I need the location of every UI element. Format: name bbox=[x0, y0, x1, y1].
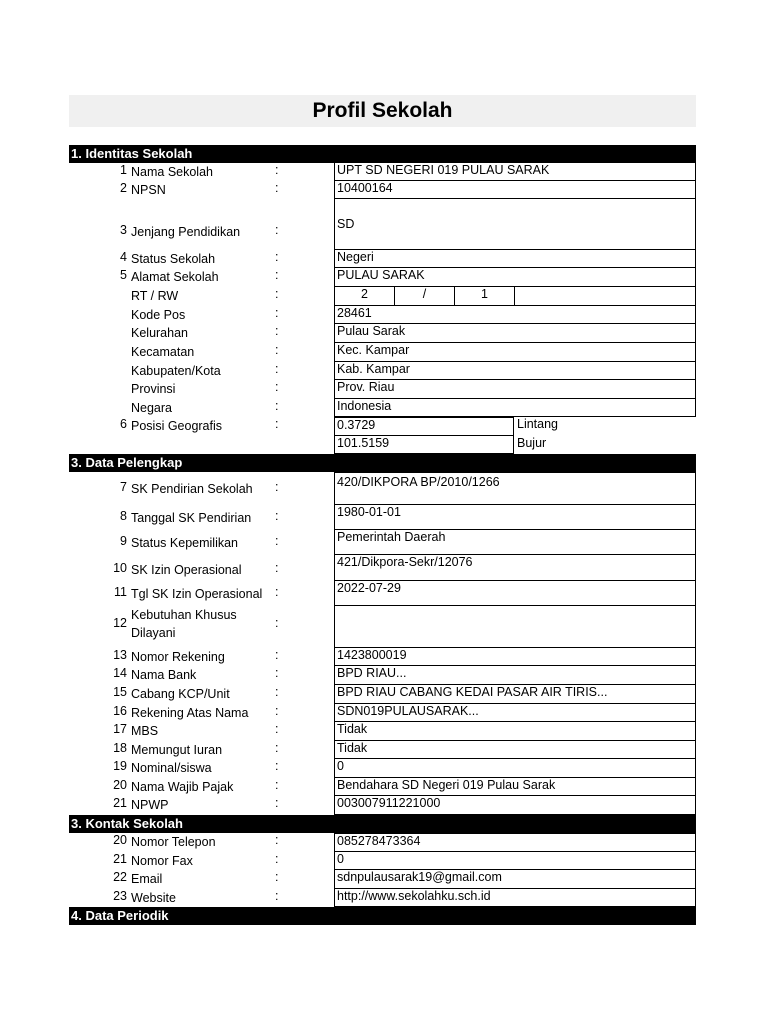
field-label: Cabang KCP/Unit bbox=[131, 687, 230, 701]
field-label: Negara bbox=[131, 401, 172, 415]
colon: : bbox=[275, 870, 279, 884]
page-title: Profil Sekolah bbox=[69, 95, 696, 127]
table-row bbox=[69, 666, 696, 685]
field-value: Prov. Riau bbox=[334, 380, 696, 399]
colon: : bbox=[275, 741, 279, 755]
field-value: 1980-01-01 bbox=[334, 505, 696, 530]
table-row bbox=[69, 889, 696, 907]
kontak-list bbox=[69, 833, 696, 907]
field-value: 003007911221000 bbox=[334, 796, 696, 815]
field-value bbox=[334, 606, 696, 648]
row-number: 10 bbox=[113, 561, 127, 575]
field-value: Tidak bbox=[334, 722, 696, 741]
row-number: 20 bbox=[113, 778, 127, 792]
section-header-periodik: 4. Data Periodik bbox=[69, 907, 696, 925]
row-number: 2 bbox=[120, 181, 127, 195]
bujur-value: 101.5159 bbox=[334, 436, 514, 454]
field-label: Tgl SK Izin Operasional bbox=[131, 587, 263, 601]
field-label: Rekening Atas Nama bbox=[131, 706, 249, 720]
row-kode-pos bbox=[69, 306, 696, 324]
row-number: 3 bbox=[120, 223, 127, 237]
row-number: 1 bbox=[120, 163, 127, 177]
field-value: Kab. Kampar bbox=[334, 362, 696, 380]
field-value: http://www.sekolahku.sch.id bbox=[334, 889, 696, 907]
colon: : bbox=[275, 759, 279, 773]
field-label: Kebutuhan Khusus Dilayani bbox=[131, 608, 237, 640]
row-number: 8 bbox=[120, 509, 127, 523]
table-row bbox=[69, 685, 696, 704]
lintang-label: Lintang bbox=[517, 417, 559, 431]
field-value: 421/Dikpora-Sekr/12076 bbox=[334, 555, 696, 581]
row-number: 17 bbox=[113, 722, 127, 736]
field-value: SDN019PULAUSARAK... bbox=[334, 704, 696, 722]
row-jenjang bbox=[69, 215, 696, 250]
row-number: 4 bbox=[120, 250, 127, 264]
table-row bbox=[69, 606, 696, 648]
colon: : bbox=[275, 833, 279, 847]
field-value: Tidak bbox=[334, 741, 696, 759]
colon: : bbox=[275, 223, 279, 237]
field-value: Negeri bbox=[334, 250, 696, 268]
row-number: 21 bbox=[113, 796, 127, 810]
row-kabupaten bbox=[69, 362, 696, 380]
field-label: Nomor Telepon bbox=[131, 835, 216, 849]
row-number: 21 bbox=[113, 852, 127, 866]
colon: : bbox=[275, 163, 279, 177]
rt-rw-group bbox=[334, 287, 696, 306]
colon: : bbox=[275, 796, 279, 810]
field-label: Memungut Iuran bbox=[131, 743, 223, 757]
field-label: NPSN bbox=[131, 183, 166, 197]
table-row bbox=[69, 778, 696, 796]
colon: : bbox=[275, 685, 279, 699]
colon: : bbox=[275, 722, 279, 736]
row-posisi-bujur bbox=[69, 436, 696, 454]
colon: : bbox=[275, 889, 279, 903]
field-value: PULAU SARAK bbox=[334, 268, 696, 287]
field-label: SK Pendirian Sekolah bbox=[131, 482, 253, 496]
field-value: BPD RIAU CABANG KEDAI PASAR AIR TIRIS... bbox=[334, 685, 696, 704]
field-value: Pemerintah Daerah bbox=[334, 530, 696, 555]
table-row bbox=[69, 704, 696, 722]
field-label: Status Sekolah bbox=[131, 252, 216, 266]
colon: : bbox=[275, 287, 279, 301]
colon: : bbox=[275, 417, 279, 431]
colon: : bbox=[275, 561, 279, 575]
colon: : bbox=[275, 852, 279, 866]
row-number: 11 bbox=[114, 585, 127, 599]
field-label: Nomor Fax bbox=[131, 854, 193, 868]
field-value: Pulau Sarak bbox=[334, 324, 696, 343]
table-row bbox=[69, 833, 696, 852]
field-label: Kelurahan bbox=[131, 326, 188, 340]
field-label: Jenjang Pendidikan bbox=[131, 225, 241, 239]
row-number: 13 bbox=[113, 648, 127, 662]
colon: : bbox=[275, 778, 279, 792]
row-number: 9 bbox=[120, 534, 127, 548]
field-label: Status Kepemilikan bbox=[131, 536, 239, 550]
row-number: 23 bbox=[113, 889, 127, 903]
rt-value: 2 bbox=[334, 287, 395, 306]
field-label: Kode Pos bbox=[131, 308, 186, 322]
field-label: SK Izin Operasional bbox=[131, 563, 242, 577]
field-value: UPT SD NEGERI 019 PULAU SARAK bbox=[334, 163, 696, 181]
row-number: 14 bbox=[113, 666, 127, 680]
table-row bbox=[69, 581, 696, 606]
row-posisi-lintang bbox=[69, 417, 696, 436]
row-number: 22 bbox=[113, 870, 127, 884]
row-kelurahan bbox=[69, 324, 696, 343]
colon: : bbox=[275, 616, 279, 630]
field-label: Nama Sekolah bbox=[131, 165, 213, 179]
section-header-pelengkap: 3. Data Pelengkap bbox=[69, 454, 696, 472]
field-label: Kecamatan bbox=[131, 345, 195, 359]
colon: : bbox=[275, 343, 279, 357]
field-label: NPWP bbox=[131, 798, 169, 812]
row-nama-sekolah bbox=[69, 163, 696, 181]
field-label: Email bbox=[131, 872, 163, 886]
row-number: 12 bbox=[113, 616, 127, 630]
field-value: 2022-07-29 bbox=[334, 581, 696, 606]
row-number: 7 bbox=[120, 480, 127, 494]
colon: : bbox=[275, 585, 279, 599]
table-row bbox=[69, 472, 696, 505]
colon: : bbox=[275, 380, 279, 394]
field-value: 28461 bbox=[334, 306, 696, 324]
colon: : bbox=[275, 399, 279, 413]
section-header-identitas: 1. Identitas Sekolah bbox=[69, 145, 696, 163]
colon: : bbox=[275, 648, 279, 662]
field-label: Alamat Sekolah bbox=[131, 270, 219, 284]
field-label: Tanggal SK Pendirian bbox=[131, 511, 252, 525]
table-row bbox=[69, 852, 696, 870]
table-row bbox=[69, 505, 696, 530]
pelengkap-list bbox=[69, 472, 696, 815]
table-row bbox=[69, 741, 696, 759]
row-negara bbox=[69, 399, 696, 417]
section-header-kontak: 3. Kontak Sekolah bbox=[69, 815, 696, 833]
colon: : bbox=[275, 534, 279, 548]
field-value: 10400164 bbox=[334, 181, 696, 199]
row-provinsi bbox=[69, 380, 696, 399]
field-value: BPD RIAU... bbox=[334, 666, 696, 685]
table-row bbox=[69, 796, 696, 815]
rw-value: 1 bbox=[455, 287, 515, 306]
row-number: 6 bbox=[120, 417, 127, 431]
field-label: Nomor Rekening bbox=[131, 650, 225, 664]
colon: : bbox=[275, 480, 279, 494]
row-number: 16 bbox=[113, 704, 127, 718]
field-label: RT / RW bbox=[131, 289, 179, 303]
colon: : bbox=[275, 181, 279, 195]
row-number: 15 bbox=[113, 685, 127, 699]
row-kecamatan bbox=[69, 343, 696, 362]
colon: : bbox=[275, 324, 279, 338]
table-row bbox=[69, 555, 696, 581]
field-label: MBS bbox=[131, 724, 159, 738]
lintang-value: 0.3729 bbox=[334, 417, 514, 436]
colon: : bbox=[275, 306, 279, 320]
field-value: Kec. Kampar bbox=[334, 343, 696, 362]
field-label: Provinsi bbox=[131, 382, 176, 396]
row-number: 18 bbox=[113, 741, 127, 755]
table-row bbox=[69, 530, 696, 555]
field-value: sdnpulausarak19@gmail.com bbox=[334, 870, 696, 889]
table-row bbox=[69, 722, 696, 741]
row-alamat bbox=[69, 268, 696, 287]
field-label: Kabupaten/Kota bbox=[131, 364, 221, 378]
colon: : bbox=[275, 268, 279, 282]
row-status bbox=[69, 250, 696, 268]
field-value: Indonesia bbox=[334, 399, 696, 417]
field-value: Bendahara SD Negeri 019 Pulau Sarak bbox=[334, 778, 696, 796]
field-value: 1423800019 bbox=[334, 648, 696, 666]
profile-form bbox=[69, 145, 696, 925]
field-label: Nama Bank bbox=[131, 668, 197, 682]
rt-rw-separator: / bbox=[395, 287, 455, 306]
row-number: 20 bbox=[113, 833, 127, 847]
row-rt-rw bbox=[69, 287, 696, 306]
colon: : bbox=[275, 250, 279, 264]
field-value: 0 bbox=[334, 759, 696, 778]
table-row bbox=[69, 870, 696, 889]
row-number: 19 bbox=[113, 759, 127, 773]
colon: : bbox=[275, 704, 279, 718]
table-row bbox=[69, 759, 696, 778]
field-value: 0 bbox=[334, 852, 696, 870]
field-label: Nama Wajib Pajak bbox=[131, 780, 234, 794]
field-label: Posisi Geografis bbox=[131, 419, 223, 433]
colon: : bbox=[275, 509, 279, 523]
bujur-label: Bujur bbox=[517, 436, 547, 450]
table-row bbox=[69, 648, 696, 666]
rt-rw-empty bbox=[515, 287, 696, 306]
row-number: 5 bbox=[120, 268, 127, 282]
field-label: Nominal/siswa bbox=[131, 761, 212, 775]
field-value: 420/DIKPORA BP/2010/1266 bbox=[334, 472, 696, 505]
colon: : bbox=[275, 666, 279, 680]
field-label: Website bbox=[131, 891, 176, 905]
field-value: 085278473364 bbox=[334, 833, 696, 852]
colon: : bbox=[275, 362, 279, 376]
field-value: SD bbox=[334, 199, 696, 250]
